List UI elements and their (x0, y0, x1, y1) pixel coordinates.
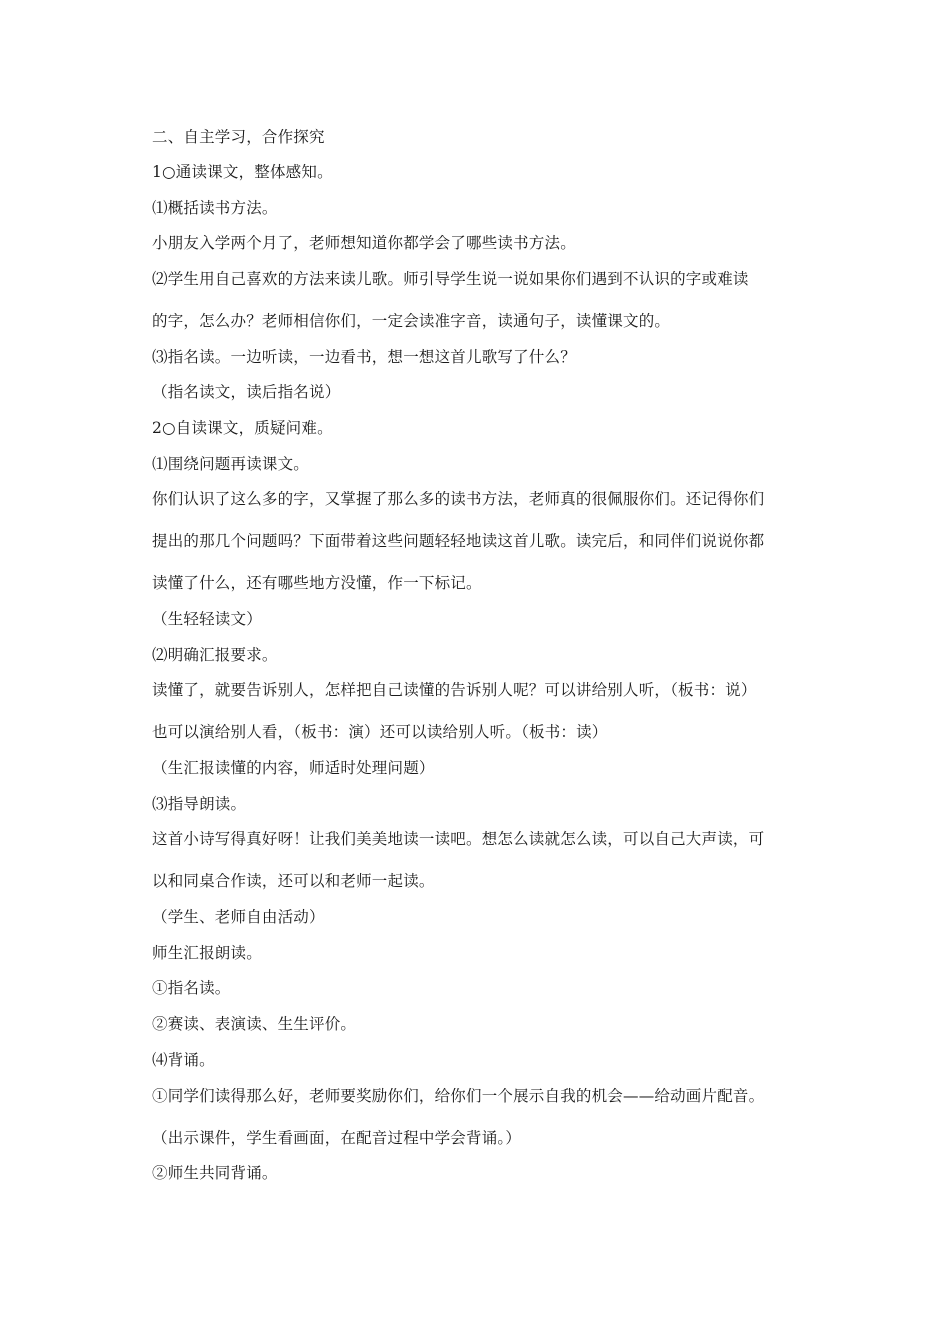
note-line: （指名读文，读后指名说） (152, 383, 341, 401)
note-line: （学生、老师自由活动） (152, 908, 325, 926)
sub-step: ⑴概括读书方法。 (152, 199, 278, 217)
paragraph-line: 你们认识了这么多的字，又掌握了那么多的读书方法，老师真的很佩服你们。还记得你们 (152, 490, 765, 508)
sub-step: ⑴围绕问题再读课文。 (152, 455, 310, 473)
sub-step: ⑵明确汇报要求。 (152, 646, 278, 664)
step-heading: 2○自读课文，质疑问难。 (152, 419, 333, 437)
sub-step: ⑵学生用自己喜欢的方法来读儿歌。师引导学生说一说如果你们遇到不认识的字或难读 (152, 270, 749, 288)
paragraph-line: 师生汇报朗读。 (152, 944, 262, 962)
note-line: （生汇报读懂的内容，师适时处理问题） (152, 759, 435, 777)
step-heading: 1○通读课文，整体感知。 (152, 163, 333, 181)
sub-step: ⑶指名读。一边听读，一边看书，想一想这首儿歌写了什么？ (152, 348, 576, 366)
paragraph-line: 也可以演给别人看，（板书：演）还可以读给别人听。（板书：读） (152, 723, 608, 741)
list-item: ②师生共同背诵。 (152, 1164, 278, 1182)
paragraph-line: 读懂了，就要告诉别人，怎样把自己读懂的告诉别人呢？可以讲给别人听，（板书：说） (152, 681, 757, 699)
sub-step: ⑷背诵。 (152, 1051, 215, 1069)
paragraph-line: 以和同桌合作读，还可以和老师一起读。 (152, 872, 435, 890)
paragraph-line: 小朋友入学两个月了，老师想知道你都学会了哪些读书方法。 (152, 234, 576, 252)
list-item: ②赛读、表演读、生生评价。 (152, 1015, 357, 1033)
list-item: ①指名读。 (152, 979, 231, 997)
section-heading: 二、自主学习，合作探究 (152, 128, 325, 146)
paragraph-line: 的字，怎么办？老师相信你们，一定会读准字音，读通句子，读懂课文的。 (152, 312, 671, 330)
paragraph-line: 这首小诗写得真好呀！让我们美美地读一读吧。想怎么读就怎么读，可以自己大声读，可 (152, 830, 765, 848)
note-line: （出示课件，学生看画面，在配音过程中学会背诵。） (152, 1129, 522, 1147)
list-item: ①同学们读得那么好，老师要奖励你们，给你们一个展示自我的机会——给动画片配音。 (152, 1087, 765, 1105)
sub-step: ⑶指导朗读。 (152, 795, 247, 813)
paragraph-line: 提出的那几个问题吗？下面带着这些问题轻轻地读这首儿歌。读完后，和同伴们说说你都 (152, 532, 765, 550)
note-line: （生轻轻读文） (152, 610, 262, 628)
paragraph-line: 读懂了什么，还有哪些地方没懂，作一下标记。 (152, 574, 482, 592)
